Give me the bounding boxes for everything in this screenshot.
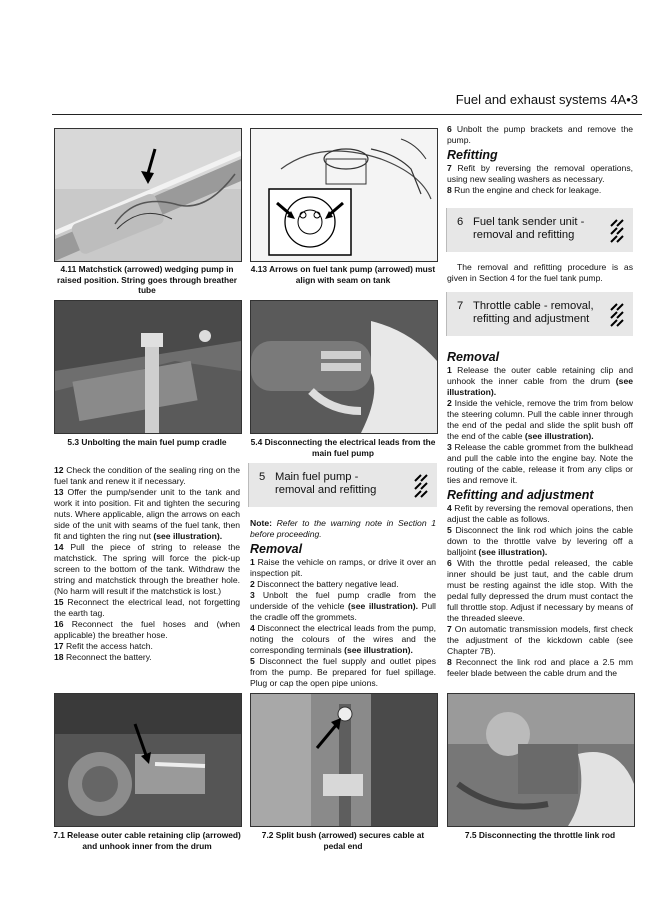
section-5-box <box>248 463 437 507</box>
photo-4-11-image <box>55 129 241 261</box>
difficulty-spanners-icon <box>609 300 627 332</box>
photo-7-5 <box>447 693 635 827</box>
refitting-adjustment-heading: Refitting and adjustment <box>447 488 594 502</box>
photo-5-4-image <box>251 301 437 433</box>
section-6-text: The removal and refitting procedure is as given in Section 4 for the fuel tank pump. <box>447 262 633 283</box>
photo-5-3-image <box>55 301 241 433</box>
caption-5-3: 5.3 Unbolting the main fuel pump cradle <box>67 437 227 447</box>
photo-5-3 <box>54 300 242 434</box>
middle-column-text: Note: Refer to the warning note in Section 1 before proceeding. Removal 1 Raise the vehicle on ramps, or drive it over an inspection pit. 2 Disconnect the battery negative lead. 3 Unbolt the fuel pump cradle from the underside of the vehicle (see illustration). Pull the cradle off the grommets. 4 Disconnect the electrical leads from the pump, noting the colours of the wires and the corresponding terminals (see illustration). 5 Disconnect the fuel supply and outlet pipes from the pump. Be prepared for fuel spillage. Plug or cap the open pipe unions. <box>250 518 437 688</box>
refitting-heading: Refitting <box>447 148 498 162</box>
page-header-title: Fuel and exhaust systems 4A•3 <box>455 92 638 107</box>
photo-7-2-image <box>251 694 437 826</box>
right-column-main: Removal 1 Release the outer cable retaining clip and unhook the inner cable from the drum (see illustration). 2 Inside the vehicle, remove the trim from below the steering column. Pull the cable inner through the end of the pedal and slide the split bush off the end of the cable (see illustration). 3 Release the cable grommet from the bulkhead and pull the cable into the engine bay. Note the routing of the cable, release it from any clips or ties and remove it. Refitting and adjustment 4 Refit by reversing the removal operations, then adjust the cable as follows. 5 Disconnect the link rod which joins the cable down to the throttle valve by levering off a balljoint (see illustration). 6 With the throttle pedal released, the cable inner should be just taut, and the cable drum must be resting against the idle stop. With the pedal fully depressed the drum must contact the full throttle stop. Adjust if necessary by means of the threaded sleeve. 7 On automatic transmission models, first check the adjustment of the kickdown cable (see Chapter 7B). 8 Reconnect the link rod and place a 2.5 mm feeler blade between the cable drum and the <box>447 350 634 678</box>
photo-5-4 <box>250 300 438 434</box>
caption-7-5: 7.5 Disconnecting the throttle link rod <box>464 830 616 840</box>
photo-4-13 <box>250 128 438 262</box>
photo-7-1 <box>54 693 242 827</box>
photo-7-5-image <box>448 694 634 826</box>
section-6-heading: 6 Fuel tank sender unit - removal and refitting <box>457 216 585 241</box>
caption-5-4: 5.4 Disconnecting the electrical leads from the main fuel pump <box>250 437 436 458</box>
section-7-box <box>446 292 633 336</box>
photo-4-13-image <box>251 129 437 261</box>
caption-7-1: 7.1 Release outer cable retaining clip (arrowed) and unhook inner from the drum <box>53 830 241 851</box>
header-rule <box>52 114 642 115</box>
caption-4-13: 4.13 Arrows on fuel tank pump (arrowed) must align with seam on tank <box>250 264 436 285</box>
photo-4-11 <box>54 128 242 262</box>
right-column-top: 6 Unbolt the pump brackets and remove the pump. Refitting 7 Refit by reversing the removal operations, using new sealing washers as necessary. 8 Run the engine and check for leakage. <box>447 124 634 195</box>
removal-heading-5: Removal <box>250 542 303 556</box>
removal-heading-7: Removal <box>447 350 500 364</box>
difficulty-spanners-icon <box>609 216 627 248</box>
caption-7-2: 7.2 Split bush (arrowed) secures cable at pedal end <box>261 830 425 851</box>
photo-7-1-image <box>55 694 241 826</box>
difficulty-spanners-icon <box>413 471 431 503</box>
section-7-heading: 7 Throttle cable - removal, refitting and adjustment <box>457 300 594 325</box>
section-6-box <box>446 208 633 252</box>
section-5-heading: 5 Main fuel pump - removal and refitting <box>259 471 377 496</box>
left-column-text: 12 Check the condition of the sealing ring on the fuel tank and renew it if necessary. 13 Offer the pump/sender unit to the tank and work it into position. Fit and tighten the securing nuts. Where applicable, align the arrows on each side of the unit with seams of the fuel tank, then fit and tighten the ring nut (see illustration). 14 Pull the piece of string to release the matchstick. The spring will force the pick-up screen to the bottom of the tank. Withdraw the string and matchstick through the breather hole. (No harm will result if the matchstick is lost.) 15 Reconnect the electrical lead, not forgetting the earth tag. 16 Reconnect the fuel hoses and (when applicable) the breather hose. 17 Refit the access hatch. 18 Reconnect the battery. <box>54 465 241 662</box>
photo-7-2 <box>250 693 438 827</box>
caption-4-11: 4.11 Matchstick (arrowed) wedging pump in raised position. String goes through breather tube <box>56 264 238 295</box>
